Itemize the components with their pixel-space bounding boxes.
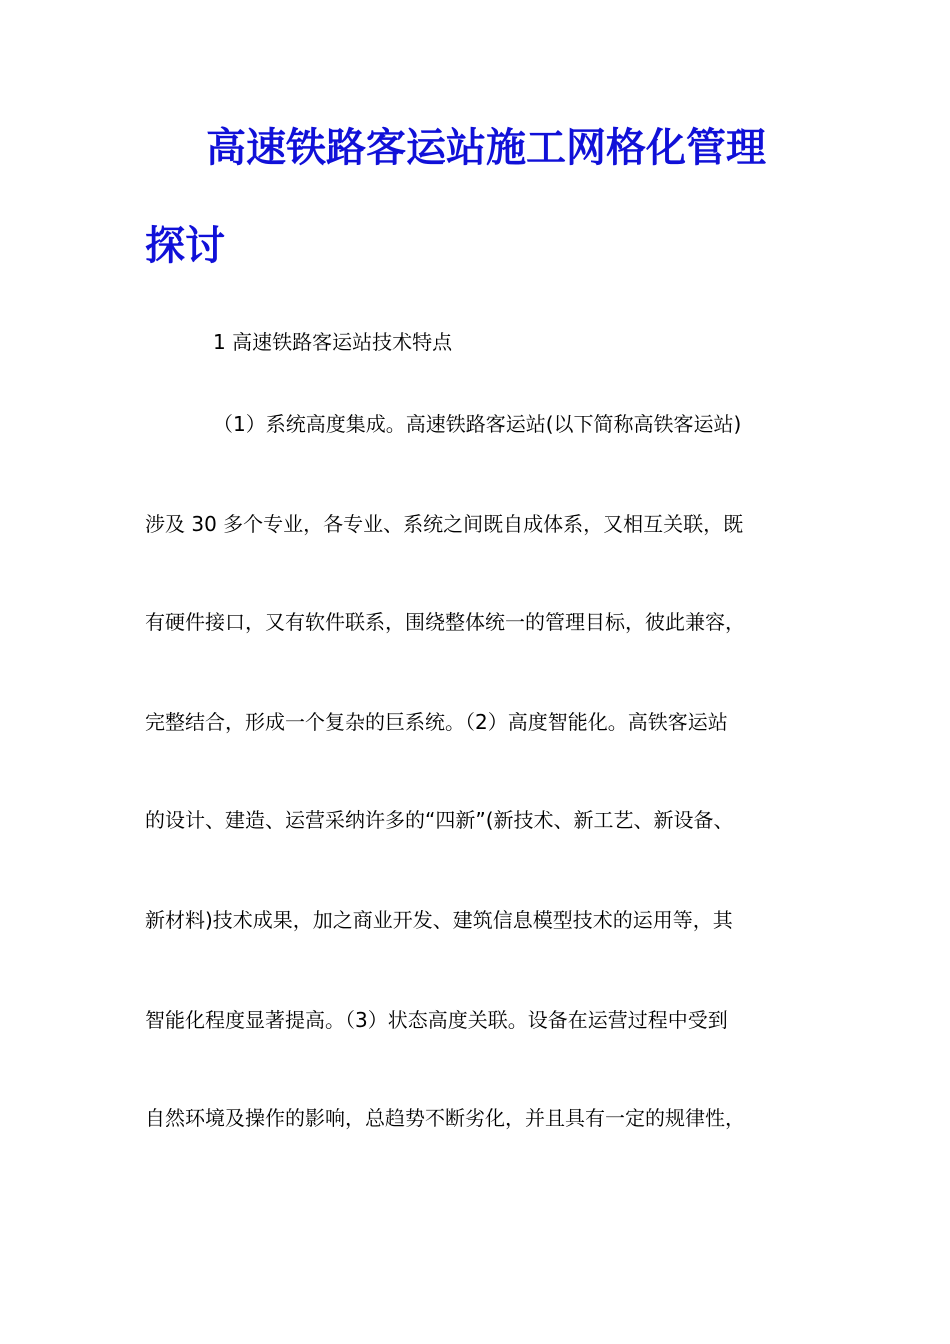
paragraph-line: 的设计、建造、运营采纳许多的“四新”(新技术、新工艺、新设备、: [145, 808, 734, 832]
paragraph-line: 自然环境及操作的影响，总趋势不断劣化，并且具有一定的规律性，: [145, 1106, 745, 1130]
paragraph-line: 有硬件接口，又有软件联系，围绕整体统一的管理目标，彼此兼容，: [145, 610, 745, 634]
document-title-line-1: 高速铁路客运站施工网格化管理: [206, 125, 766, 171]
paragraph-line: 完整结合，形成一个复杂的巨系统。（2）高度智能化。高铁客运站: [145, 710, 728, 734]
section-heading: 1 高速铁路客运站技术特点: [213, 330, 453, 354]
paragraph-line: 智能化程度显著提高。（3）状态高度关联。设备在运营过程中受到: [145, 1008, 728, 1032]
document-title-line-2: 探讨: [145, 223, 225, 269]
paragraph-line: （1）系统高度集成。高速铁路客运站(以下简称高铁客运站): [213, 412, 742, 436]
paragraph-line: 新材料)技术成果，加之商业开发、建筑信息模型技术的运用等，其: [145, 908, 733, 932]
paragraph-line: 涉及 30 多个专业，各专业、系统之间既自成体系，又相互关联，既: [145, 512, 744, 536]
